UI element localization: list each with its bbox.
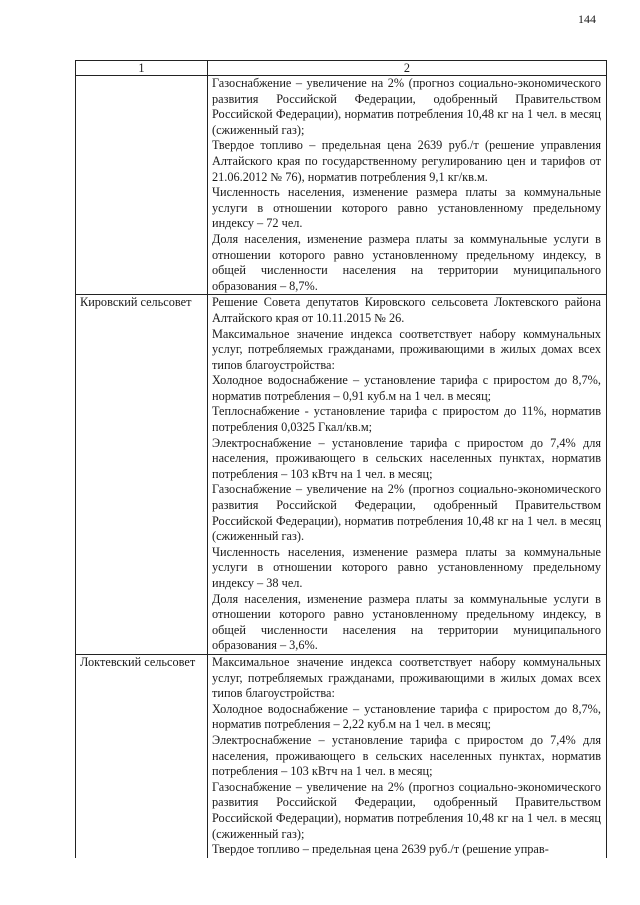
paragraph: Максимальное значение индекса соответствует набору коммунальных услуг, потребляемых гражданами, проживающими в жилых домах всех типов благоустройства:: [212, 654, 601, 701]
paragraph: Решение Совета депутатов Кировского сельсовета Локтевского района Алтайского края от 10.11.2015 № 26.: [212, 295, 601, 325]
table-row: [76, 654, 607, 857]
paragraph: Холодное водоснабжение – установление тарифа с приростом до 8,7%, норматив потребления – 0,91 куб.м на 1 чел. в месяц;: [212, 373, 601, 403]
column-header-1: 1: [76, 61, 208, 76]
municipality-name: [76, 76, 208, 295]
municipality-name: Кировский сельсовет: [76, 295, 208, 655]
column-header-2: 2: [208, 61, 607, 76]
tariff-description: [208, 654, 607, 857]
paragraph: Газоснабжение – увеличение на 2% (прогноз социально-экономического развития Российской Федерации, одобренный Правительством Российской Федерации), норматив потребления 10,48 кг на 1 чел. в месяц (сжиженный газ);: [212, 76, 601, 137]
paragraph: Твердое топливо – предельная цена 2639 руб./т (решение управ-: [212, 842, 549, 857]
table-row: [76, 76, 607, 295]
page-number: 144: [578, 12, 596, 26]
paragraph: Теплоснабжение - установление тарифа с приростом до 11%, норматив потребления 0,0325 Гкал/кв.м;: [212, 404, 601, 435]
table-row: [76, 295, 607, 655]
paragraph: Газоснабжение – увеличение на 2% (прогноз социально-экономического развития Российской Федерации, одобренный Правительством Российской Федерации), норматив потребления 10,48 кг на 1 чел. в месяц (сжиженный газ).: [212, 482, 601, 544]
paragraph: Численность населения, изменение размера платы за коммунальные услуги в отношении которого равно установленному предельному индексу – 38 чел.: [212, 544, 601, 590]
paragraph: Доля населения, изменение размера платы за коммунальные услуги в отношении которого равно установленному предельному индексу, в общей численности населения на территории муниципального образования – 8,7%.: [212, 231, 601, 293]
paragraph: Твердое топливо – предельная цена 2639 руб./т (решение управления Алтайского края по государственному регулированию цен и тарифов от 21.06.2012 № 76), норматив потребления 9,1 кг/кв.м.: [212, 138, 601, 184]
tariff-description: [208, 295, 607, 655]
paragraph: Электроснабжение – установление тарифа с приростом до 7,4% для населения, проживающего в сельских населенных пунктах, норматив потребления – 103 кВтч на 1 чел. в месяц;: [212, 732, 601, 779]
paragraph: Численность населения, изменение размера платы за коммунальные услуги в отношении которого равно установленному предельному индексу – 72 чел.: [212, 185, 601, 231]
table-header-row: [76, 61, 607, 76]
tariff-table: [75, 60, 607, 858]
paragraph: Доля населения, изменение размера платы за коммунальные услуги в отношении которого равно установленному предельному индексу, в общей численности населения на территории муниципального образования – 3,6%.: [212, 591, 601, 653]
paragraph: Максимальное значение индекса соответствует набору коммунальных услуг, потребляемых гражданами, проживающими в жилых домах всех типов благоустройства:: [212, 326, 601, 372]
paragraph: Холодное водоснабжение – установление тарифа с приростом до 8,7%, норматив потребления – 2,22 куб.м на 1 чел. в месяц;: [212, 701, 601, 732]
paragraph: Газоснабжение – увеличение на 2% (прогноз социально-экономического развития Российской Федерации, одобренный Правительством Российской Федерации), норматив потребления 10,48 кг на 1 чел. в месяц (сжиженный газ);: [212, 779, 601, 841]
municipality-name: Локтевский сельсовет: [76, 654, 208, 857]
paragraph: Электроснабжение – установление тарифа с приростом до 7,4% для населения, проживающего в сельских населенных пунктах, норматив потребления – 103 кВтч на 1 чел. в месяц;: [212, 435, 601, 481]
tariff-description: [208, 76, 607, 295]
